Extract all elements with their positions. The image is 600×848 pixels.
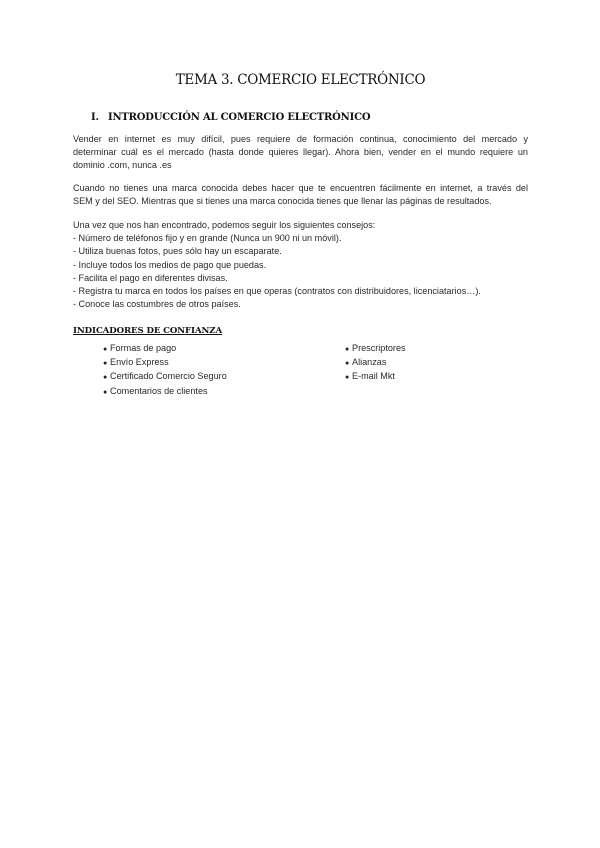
tip-item: - Facilita el pago en diferentes divisas. — [73, 272, 228, 283]
paragraph-line: Vender en internet es muy difícil, pues requiere de formación continua, conocimiento del mercado y — [73, 134, 528, 144]
paragraph-intro — [73, 133, 528, 173]
list-item — [345, 356, 406, 370]
indicators-list-right — [345, 342, 406, 385]
bullet-icon: ● — [103, 388, 108, 396]
list-item-label: Formas de pago — [110, 343, 177, 353]
tip-item: - Número de teléfonos fijo y en grande (Nunca un 900 ni un móvil). — [73, 233, 342, 244]
bullet-icon: ● — [103, 346, 108, 353]
bullet-icon: ● — [345, 374, 350, 382]
bullet-icon: ● — [103, 374, 108, 382]
list-item-label: E-mail Mkt — [352, 371, 395, 382]
tip-item: - Registra tu marca en todos los países en que operas (contratos con distribuidores, licenciatarios…). — [73, 286, 481, 297]
bullet-icon: ● — [345, 346, 350, 353]
paragraph-tips — [73, 219, 528, 311]
section-number: I. — [91, 112, 99, 123]
tip-item: - Incluye todos los medios de pago que puedas. — [73, 259, 267, 270]
list-item-label: Envío Express — [110, 357, 169, 368]
tips-intro-line: Una vez que nos han encontrado, podemos seguir los siguientes consejos: — [73, 220, 376, 230]
document-title: TEMA 3. COMERCIO ELECTRÓNICO — [175, 72, 426, 88]
list-item-label: Alianzas — [352, 357, 387, 368]
list-item-label: Certificado Comercio Seguro — [110, 371, 227, 382]
list-item — [103, 385, 227, 399]
list-item-label: Prescriptores — [352, 343, 406, 353]
list-item — [345, 370, 406, 384]
tip-item: - Utiliza buenas fotos, pues sólo hay un escaparate. — [73, 246, 282, 257]
paragraph-line: Cuando no tienes una marca conocida debes hacer que te encuentren fácilmente en internet, a través del — [73, 183, 528, 193]
list-item — [103, 356, 227, 370]
section-heading-text: INTRODUCCIÓN AL COMERCIO ELECTRÓNICO — [108, 112, 371, 123]
bullet-icon: ● — [103, 360, 108, 368]
paragraph-line: dominio .com, nunca .es — [73, 160, 172, 171]
list-item — [103, 342, 227, 356]
paragraph-line: SEM y del SEO. Mientras que si tienes una marca conocida tienes que llenar las páginas de resultados. — [73, 196, 492, 207]
paragraph-brand — [73, 182, 528, 208]
section-heading — [91, 112, 370, 123]
list-item — [345, 342, 406, 356]
indicators-heading: INDICADORES DE CONFIANZA — [73, 326, 223, 336]
paragraph-line: determinar cuál es el mercado (hasta donde quieres llegar). Ahora bien, vender en el mundo requiere un — [73, 147, 528, 158]
list-item — [103, 370, 227, 384]
bullet-icon: ● — [345, 360, 350, 368]
list-item-label: Comentarios de clientes — [110, 385, 208, 396]
indicators-list-left — [103, 342, 227, 399]
tip-item: - Conoce las costumbres de otros países. — [73, 299, 241, 310]
